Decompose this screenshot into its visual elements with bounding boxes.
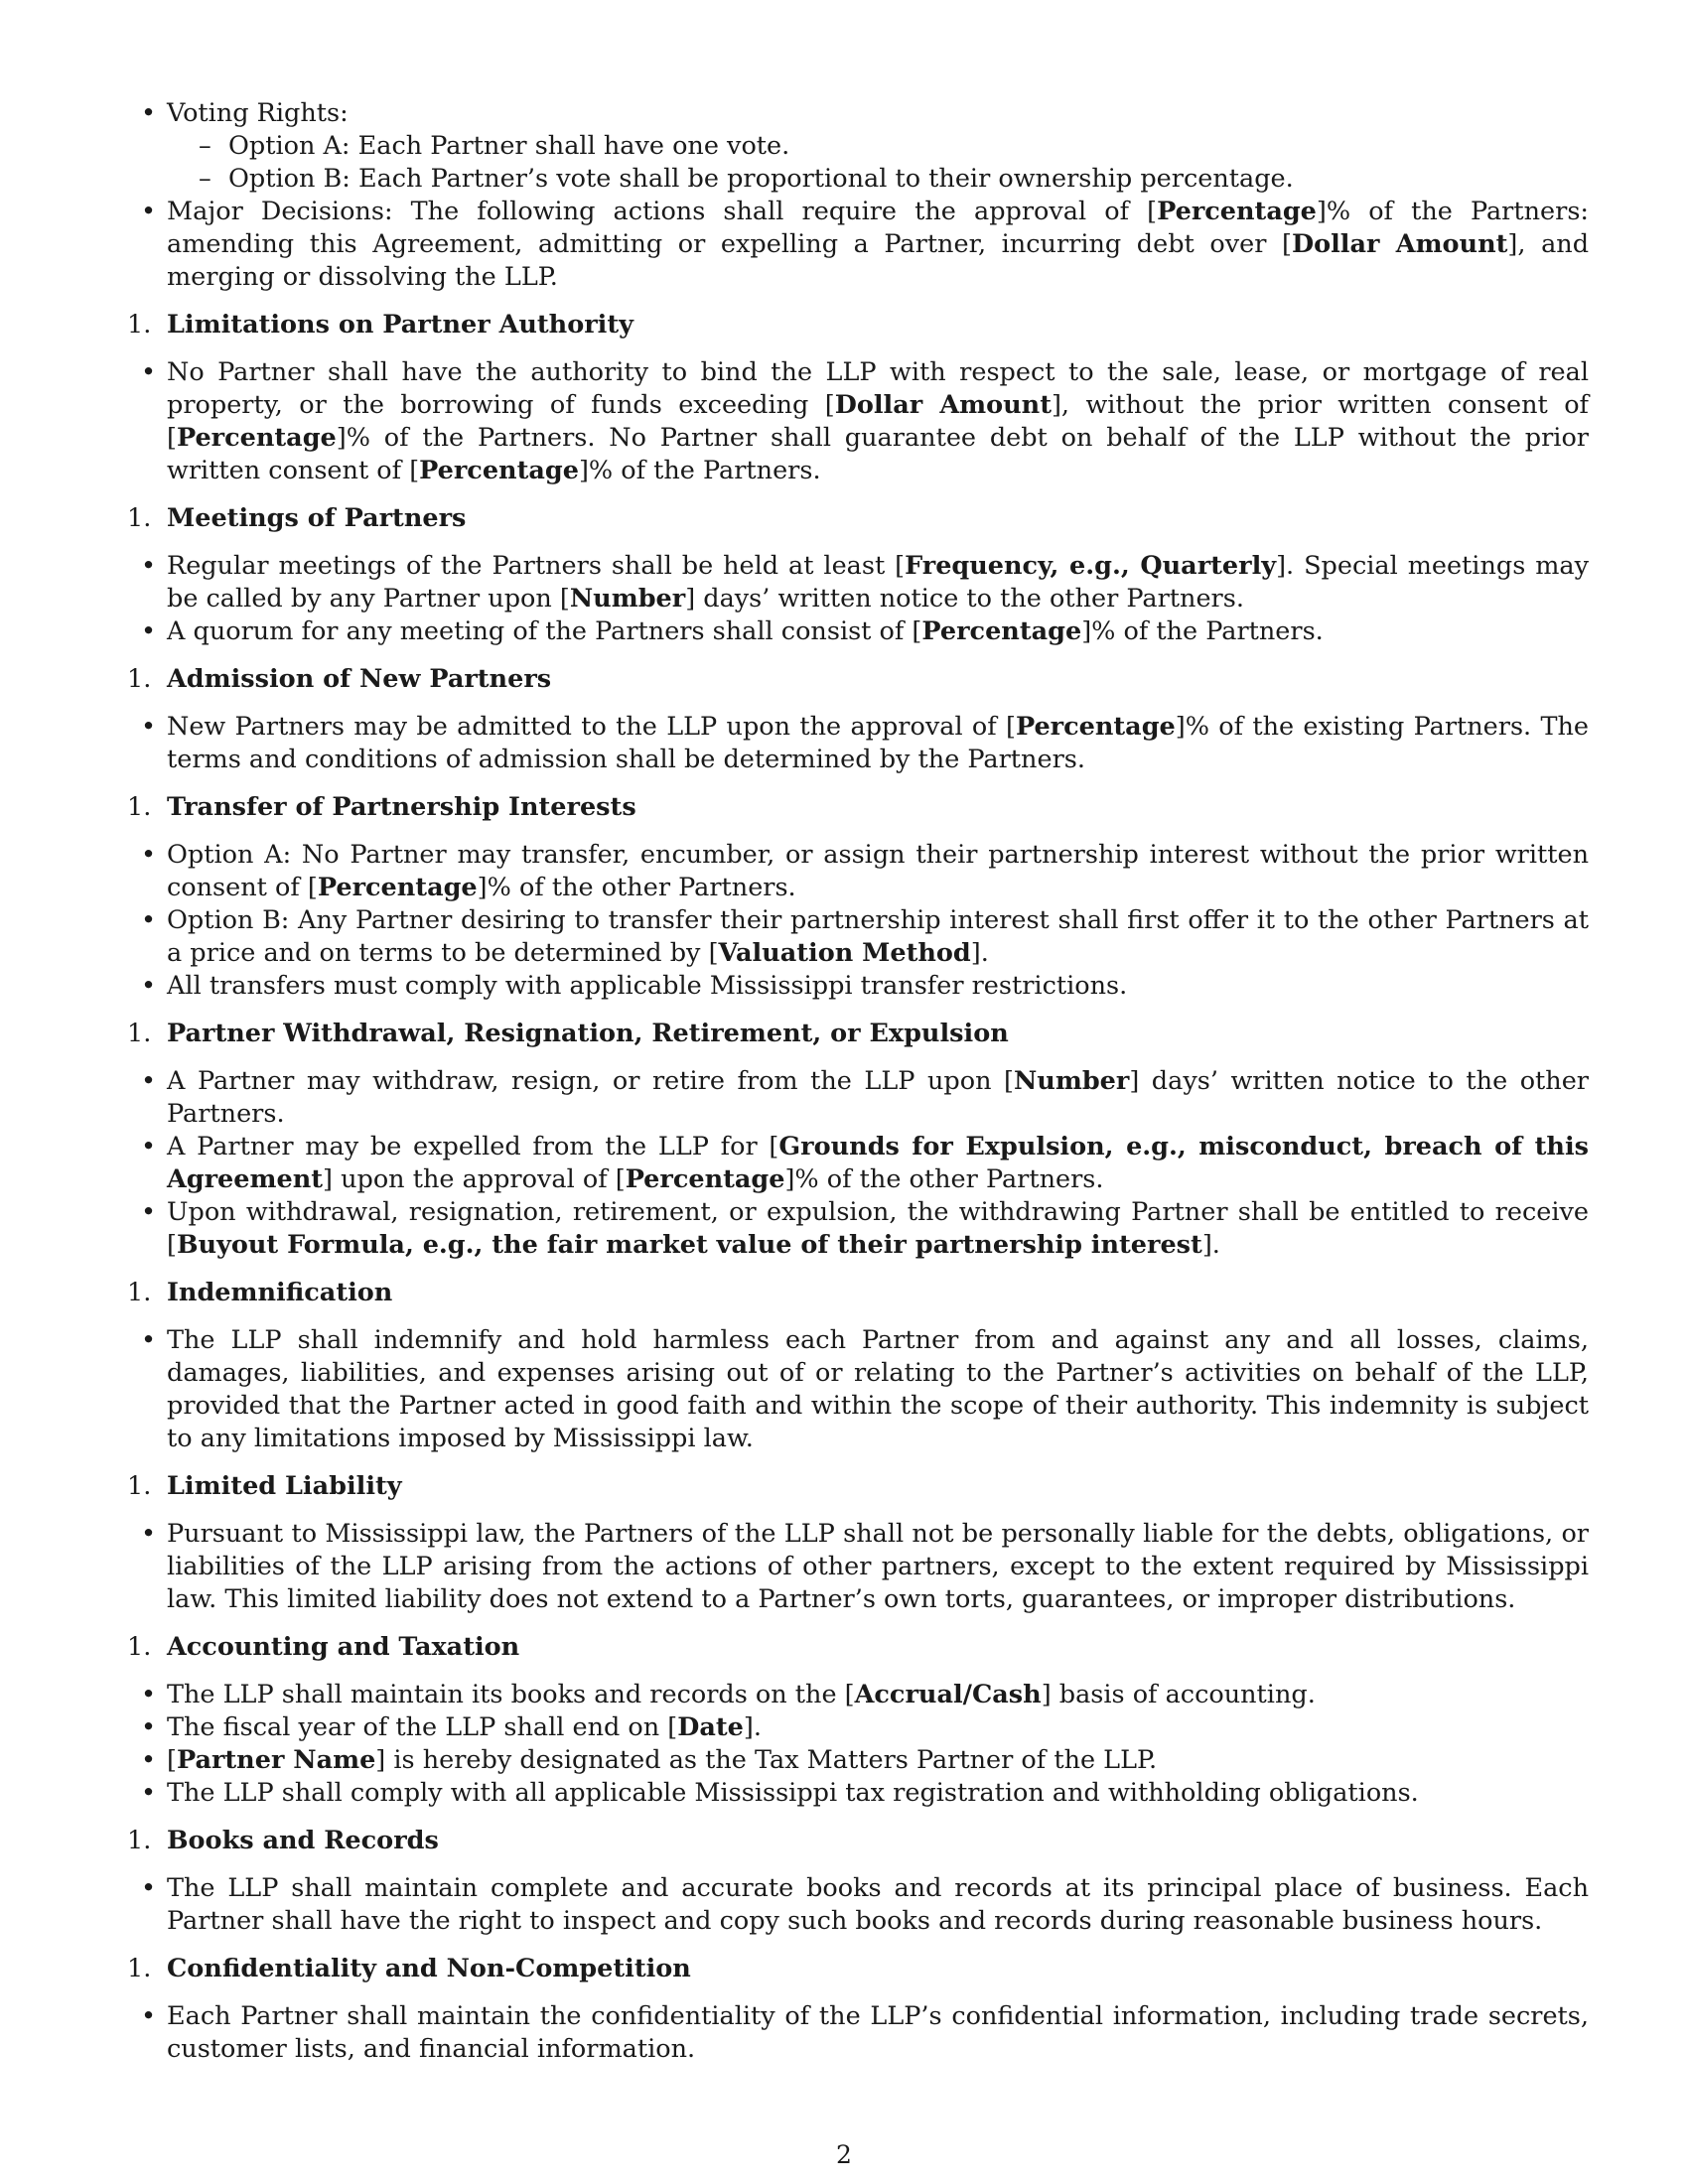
text: ], without the prior written consent of [: [167, 390, 1589, 453]
section-heading: [127, 1631, 1589, 1664]
section-number: 1.: [127, 1632, 152, 1662]
section-list: [167, 2000, 1589, 2066]
text: Option A: No Partner may transfer, encumber, or assign their partnership interest without the prior written consent of [: [167, 840, 1589, 902]
section-title: Indemnification: [167, 1278, 393, 1307]
text: A Partner may be expelled from the LLP for [: [167, 1132, 779, 1161]
text: ] days’ written notice to the other Partners.: [685, 584, 1244, 614]
text: ]% of the other Partners.: [477, 873, 796, 902]
placeholder: Percentage: [625, 1164, 785, 1194]
text: No Partner shall have the authority to bind the LLP with respect to the sale, lease, or mortgage of real property, or the borrowing of funds exceeding [: [167, 357, 1589, 420]
text: ]. Special meetings may be called by any Partner upon [: [167, 551, 1590, 614]
text: A quorum for any meeting of the Partners shall consist of [: [167, 616, 922, 646]
voting-label: Voting Rights:: [167, 98, 349, 128]
placeholder: Percentage: [419, 456, 579, 485]
section-title: Limited Liability: [167, 1471, 402, 1501]
list-item: • The LLP shall comply with all applicable Mississippi tax registration and withholding obligations.: [167, 1777, 1589, 1810]
placeholder: Grounds for Expulsion, e.g., misconduct, breach of this Agreement: [167, 1132, 1589, 1194]
section-number: 1.: [127, 1278, 152, 1307]
section-heading: [127, 791, 1589, 824]
list-item: [167, 1196, 1589, 1262]
section-number: 1.: [127, 1019, 152, 1048]
text: ] basis of accounting.: [1041, 1680, 1316, 1709]
section-title: Limitations on Partner Authority: [167, 310, 633, 340]
document-page: [127, 97, 1590, 2066]
placeholder: Accrual/Cash: [854, 1680, 1042, 1709]
list-item: [167, 550, 1589, 615]
text: ] upon the approval of [: [323, 1164, 626, 1194]
section-heading: [127, 502, 1589, 535]
list-item: • The LLP shall indemnify and hold harmless each Partner from and against any and all losses, claims, damages, liabilities, and expenses arising out of or relating to the Partner’s activities on behalf of the LLP, provided that the Partner acted in good faith and within the scope of their authority. This indemnity is subject to any limitations imposed by Mississippi law.: [167, 1324, 1589, 1455]
placeholder: Percentage: [1157, 197, 1317, 226]
section-number: 1.: [127, 310, 152, 340]
text: ].: [1201, 1230, 1220, 1260]
text: New Partners may be admitted to the LLP upon the approval of [: [167, 712, 1016, 742]
placeholder: Dollar Amount: [1291, 229, 1508, 259]
section-list: [167, 1872, 1589, 1938]
text: A Partner may withdraw, resign, or retire from the LLP upon [: [167, 1066, 1014, 1096]
text: ]% of the Partners.: [578, 456, 821, 485]
list-item: • Pursuant to Mississippi law, the Partners of the LLP shall not be personally liable for the debts, obligations, or liabilities of the LLP arising from the actions of other partners, except to the extent required by Mississippi law. This limited liability does not extend to a Partner’s own torts, guarantees, or improper distributions.: [167, 1518, 1589, 1616]
voting-options: [167, 130, 1589, 196]
section-heading: [127, 1277, 1589, 1309]
section-title: Transfer of Partnership Interests: [167, 792, 636, 822]
section-title: Confidentiality and Non-Competition: [167, 1954, 691, 1983]
section-heading: [127, 309, 1589, 341]
text: ]% of the Partners: amending this Agreement, admitting or expelling a Partner, incurring debt over [: [167, 197, 1589, 259]
text: ] is hereby designated as the Tax Matters Partner of the LLP.: [375, 1745, 1158, 1775]
section-number: 1.: [127, 1826, 152, 1855]
text: ] days’ written notice to the other Partners.: [167, 1066, 1589, 1129]
section-list: [167, 839, 1589, 1003]
text: The LLP shall maintain its books and records on the [: [167, 1680, 855, 1709]
list-item: • Each Partner shall maintain the confidentiality of the LLP’s confidential information, including trade secrets, customer lists, and financial information.: [167, 2000, 1589, 2066]
text: Regular meetings of the Partners shall be held at least [: [167, 551, 906, 581]
placeholder: Percentage: [176, 423, 337, 453]
text: The fiscal year of the LLP shall end on [: [167, 1712, 678, 1742]
list-item: • The LLP shall maintain complete and accurate books and records at its principal place of business. Each Partner shall have the right to inspect and copy such books and records during reasonable business hours.: [167, 1872, 1589, 1938]
section-list: [167, 1324, 1589, 1455]
section-heading: [127, 1953, 1589, 1985]
list-item: [167, 1065, 1589, 1131]
placeholder: Number: [1014, 1066, 1130, 1096]
section-list: [167, 356, 1589, 487]
placeholder: Percentage: [921, 616, 1082, 646]
text: ]% of the Partners. No Partner shall guarantee debt on behalf of the LLP without the prior written consent of [: [167, 423, 1589, 485]
placeholder: Number: [569, 584, 686, 614]
list-item: [167, 97, 1589, 196]
section-list: [167, 1679, 1589, 1810]
section-heading: [127, 1018, 1589, 1050]
section-heading: [127, 1470, 1589, 1503]
list-item: [167, 1131, 1589, 1196]
text: Option B: Any Partner desiring to transfer their partnership interest shall first offer it to the other Partners at a price and on terms to be determined by [: [167, 905, 1589, 968]
section-number: 1.: [127, 1954, 152, 1983]
placeholder: Percentage: [317, 873, 478, 902]
list-item: [167, 1679, 1589, 1711]
text: ].: [743, 1712, 762, 1742]
text: ]% of the existing Partners. The terms and conditions of admission shall be determined by the Partners.: [167, 712, 1589, 774]
list-item: [167, 711, 1589, 776]
text: Upon withdrawal, resignation, retirement, or expulsion, the withdrawing Partner shall be entitled to receive [: [167, 1197, 1589, 1260]
list-item: [167, 615, 1589, 648]
text: Major Decisions: The following actions shall require the approval of [: [167, 197, 1158, 226]
section-number: 1.: [127, 792, 152, 822]
section-number: 1.: [127, 1471, 152, 1501]
voting-option-a: – Option A: Each Partner shall have one vote.: [167, 130, 1589, 163]
placeholder: Buyout Formula, e.g., the fair market value of their partnership interest: [176, 1230, 1202, 1260]
section-number: 1.: [127, 664, 152, 694]
list-item: [167, 1744, 1589, 1777]
text: [: [167, 1745, 177, 1775]
placeholder: Percentage: [1015, 712, 1176, 742]
section-number: 1.: [127, 503, 152, 533]
section-list: [167, 1065, 1589, 1262]
list-item: [167, 839, 1589, 904]
list-item: [167, 196, 1589, 294]
section-list: [167, 711, 1589, 776]
voting-list: [167, 97, 1589, 294]
section-title: Meetings of Partners: [167, 503, 467, 533]
placeholder: Dollar Amount: [834, 390, 1052, 420]
section-list: [167, 1518, 1589, 1616]
placeholder: Date: [677, 1712, 744, 1742]
section-title: Partner Withdrawal, Resignation, Retirement, or Expulsion: [167, 1019, 1009, 1048]
placeholder: Frequency, e.g., Quarterly: [905, 551, 1277, 581]
placeholder: Valuation Method: [718, 938, 971, 968]
list-item: [167, 1711, 1589, 1744]
text: ]% of the other Partners.: [784, 1164, 1104, 1194]
text: ], and merging or dissolving the LLP.: [167, 229, 1590, 292]
section-list: [167, 550, 1589, 648]
section-heading: [127, 663, 1589, 696]
page-number: 2: [836, 2140, 852, 2169]
section-title: Books and Records: [167, 1826, 439, 1855]
list-item: [167, 356, 1589, 487]
voting-option-b: – Option B: Each Partner’s vote shall be proportional to their ownership percentage.: [167, 163, 1589, 196]
section-title: Admission of New Partners: [167, 664, 552, 694]
list-item: [167, 904, 1589, 970]
section-heading: [127, 1825, 1589, 1857]
section-title: Accounting and Taxation: [167, 1632, 520, 1662]
placeholder: Partner Name: [176, 1745, 376, 1775]
text: ]% of the Partners.: [1081, 616, 1324, 646]
list-item: • All transfers must comply with applicable Mississippi transfer restrictions.: [167, 970, 1589, 1003]
text: ].: [970, 938, 989, 968]
